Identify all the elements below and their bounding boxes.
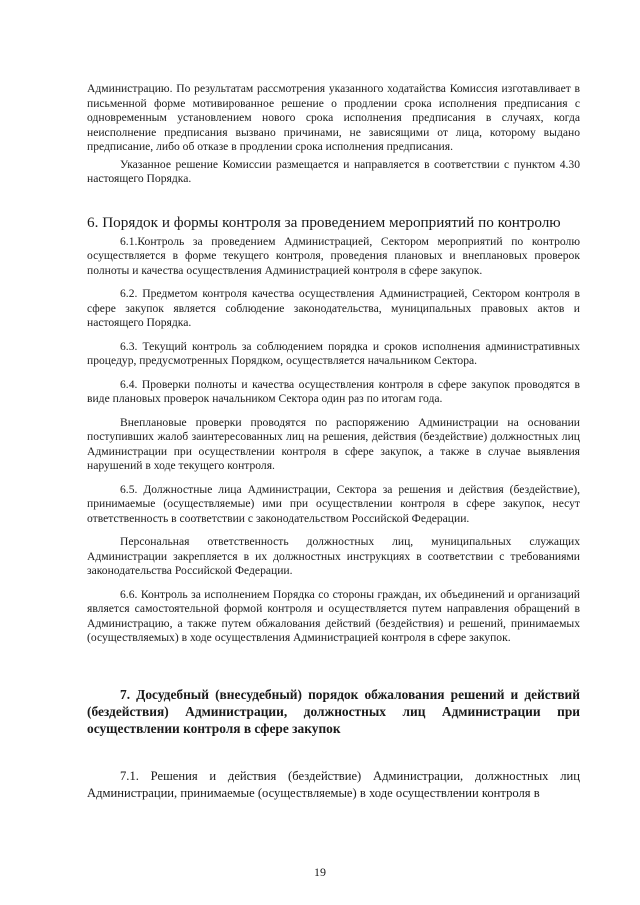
paragraph-6-5: 6.5. Должностные лица Администрации, Сектора за решения и действия (бездействие), принимаемые (осуществляемые) ими при осуществлении контроля в сфере закупок, несут ответственность в соответствии с законодательством Российской Федерации. xyxy=(87,482,580,525)
section-heading-6: 6. Порядок и формы контроля за проведением мероприятий по контролю xyxy=(87,213,561,231)
paragraph-6-5-personal: Персональная ответственность должностных лиц, муниципальных служащих Администрации закрепляется в их должностных инструкциях в соответствии с требованиями законодательства Российской Федерации. xyxy=(87,535,580,577)
paragraph-6-3: 6.3. Текущий контроль за соблюдением порядка и сроков исполнения административных процедур, предусмотренных Порядком, осуществляется начальником Сектора. xyxy=(87,339,580,367)
page-number: 19 xyxy=(314,865,326,879)
paragraph-6-1: 6.1.Контроль за проведением Администрацией, Сектором мероприятий по контролю осуществляется в форме текущего контроля, проведения плановых и внеплановых проверок полноты и качества осуществления Администрацией контроля в сфере закупок. xyxy=(87,234,580,277)
document-body xyxy=(87,82,580,802)
section-heading-7: 7. Досудебный (внесудебный) порядок обжалования решений и действий (бездействия) Администрации, должностных лиц Администрации при осуществлении контроля в сфере закупок xyxy=(87,686,580,736)
paragraph-6-4: 6.4. Проверки полноты и качества осуществления контроля в сфере закупок проводятся в виде плановых проверок начальником Сектора один раз по итогам года. xyxy=(87,377,580,405)
paragraph-7-1: 7.1. Решения и действия (бездействие) Администрации, должностных лиц Администрации, принимаемые (осуществляемые) в ходе осуществлении контроля в xyxy=(87,768,580,800)
paragraph-6-2: 6.2. Предметом контроля качества осуществления Администрацией, Сектором контроля в сфере закупок является соблюдение законодательства, муниципальных правовых актов и настоящего Порядка. xyxy=(87,287,580,329)
paragraph-6-4-unplanned: Внеплановые проверки проводятся по распоряжению Администрации на основании поступивших жалоб заинтересованных лиц на решения, действия (бездействие) должностных лиц Администрации при осуществлении контроля в сфере закупок, а также в случае выявления нарушений в ходе текущего контроля. xyxy=(87,415,580,472)
paragraph-decision: Указанное решение Комиссии размещается и направляется в соответствии с пунктом 4.30 настоящего Порядка. xyxy=(87,157,580,185)
paragraph-intro: Администрацию. По результатам рассмотрения указанного ходатайства Комиссия изготавливает в письменной форме мотивированное решение о продлении срока исполнения предписания с одновременным установлением нового срока исполнения предписания в случаях, когда неисполнение предписания вызвано причинами, не зависящими от лица, которому выдано предписание, либо об отказе в продлении срока исполнения предписания. xyxy=(87,82,580,153)
paragraph-6-6: 6.6. Контроль за исполнением Порядка со стороны граждан, их объединений и организаций является самостоятельной формой контроля и осуществляется путем направления обращений в Администрацию, а также путем обжалования действий (бездействия) и решений, принимаемых (осуществляемых) в ходе осуществления Администрацией контроля в сфере закупок. xyxy=(87,587,580,644)
